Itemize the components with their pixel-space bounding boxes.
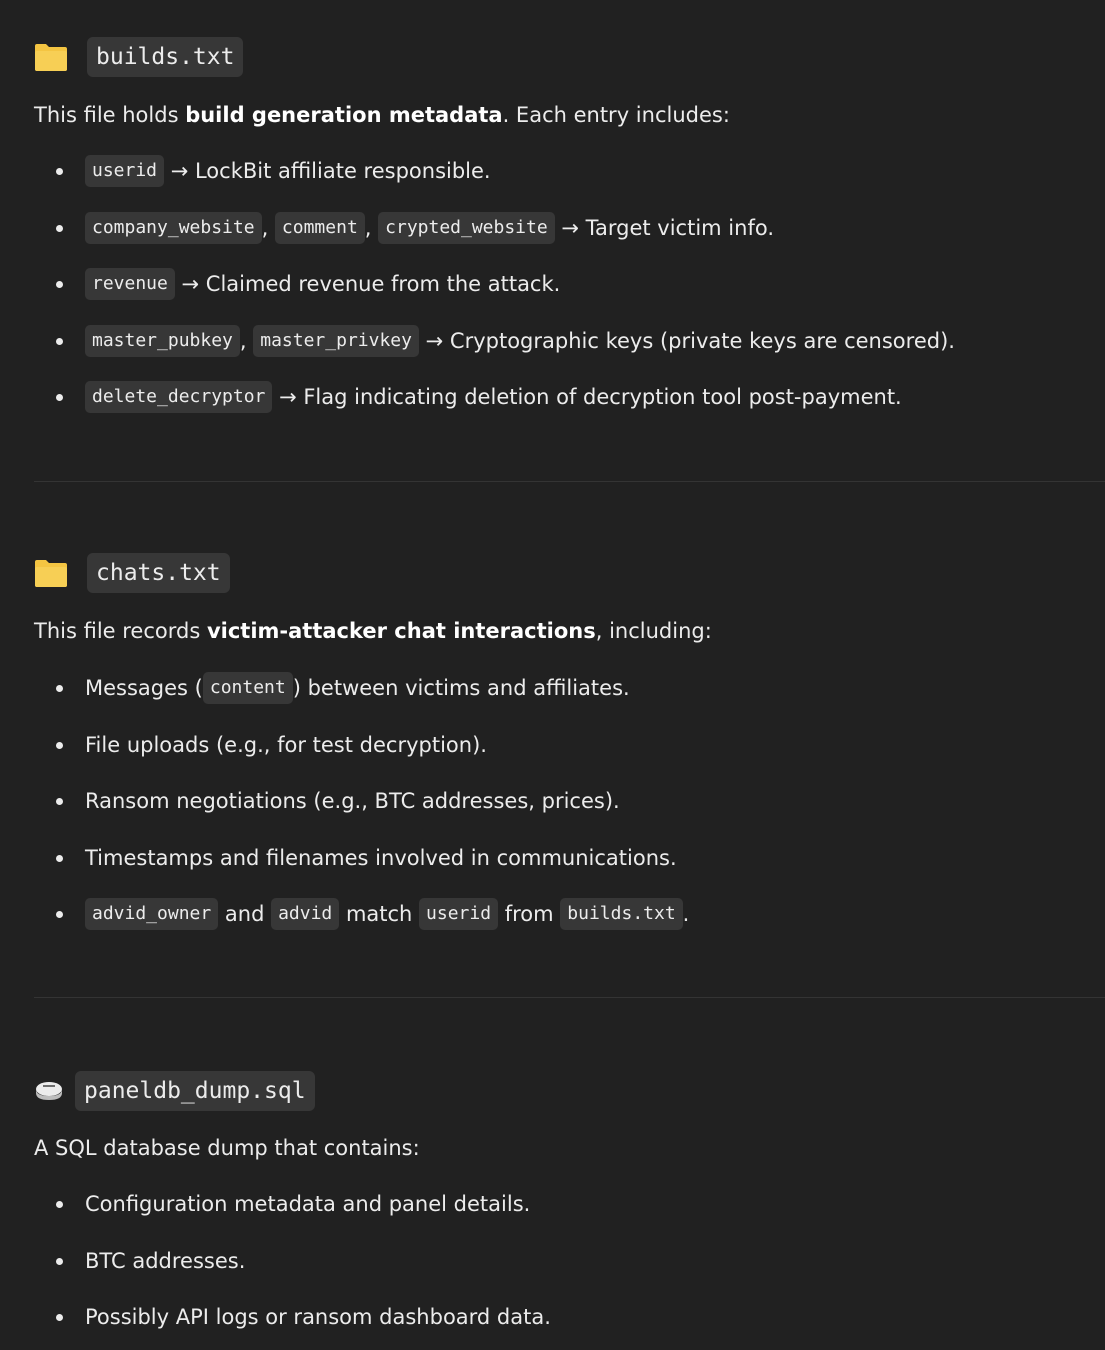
list-item — [34, 1176, 551, 1233]
list-item-text: Ransom negotiations (e.g., BTC addresses, prices). — [85, 789, 620, 814]
bullet — [56, 1201, 63, 1208]
bullet — [56, 338, 63, 345]
inline-code: builds.txt — [560, 898, 682, 930]
bullet — [56, 1258, 63, 1265]
section-paneldb — [34, 1070, 315, 1112]
inline-code: content — [203, 672, 293, 704]
list-item-text: Messages ( — [85, 676, 203, 701]
inline-code: advid — [271, 898, 339, 930]
list-item — [34, 660, 689, 717]
inline-code: revenue — [85, 268, 175, 300]
list-item-text: File uploads (e.g., for test decryption). — [85, 732, 487, 757]
list-item — [34, 1233, 551, 1290]
list-item — [34, 256, 955, 313]
section-builds — [34, 36, 243, 78]
bullet — [56, 742, 63, 749]
file-name: builds.txt — [87, 37, 243, 77]
section-heading — [34, 1070, 315, 1112]
bullet — [56, 855, 63, 862]
section-heading — [34, 36, 243, 78]
inline-code: userid — [85, 155, 164, 187]
chats-feature-list — [34, 660, 689, 943]
intro-text-end: . Each entry includes: — [502, 103, 730, 127]
list-item-text: BTC addresses. — [85, 1248, 246, 1273]
list-item-text: → Target victim info. — [554, 215, 774, 240]
inline-code: company_website — [85, 212, 262, 244]
list-item-text: Configuration metadata and panel details. — [85, 1192, 531, 1217]
inline-code: comment — [275, 212, 365, 244]
builds-field-list — [34, 143, 955, 426]
folder-icon — [34, 557, 70, 589]
section-intro — [34, 616, 712, 646]
database-icon — [34, 1075, 66, 1107]
intro-text: This file holds — [34, 103, 186, 127]
intro-text-end: , including: — [595, 619, 712, 643]
inline-code: userid — [419, 898, 498, 930]
intro-bold: build generation metadata — [185, 103, 503, 127]
list-item-text: and — [218, 902, 272, 927]
section-intro — [34, 100, 730, 130]
inline-code: master_privkey — [253, 325, 419, 357]
bullet — [56, 168, 63, 175]
list-item-text: Possibly API logs or ransom dashboard data. — [85, 1305, 551, 1330]
section-intro: A SQL database dump that contains: — [34, 1136, 420, 1160]
section-divider — [34, 481, 1105, 482]
bullet — [56, 1314, 63, 1321]
file-name: chats.txt — [87, 553, 230, 593]
bullet — [56, 685, 63, 692]
list-item — [34, 1289, 551, 1346]
folder-icon — [34, 41, 70, 73]
bullet — [56, 798, 63, 805]
list-item-text: ) between victims and affiliates. — [292, 676, 630, 701]
list-item-text: from — [498, 902, 561, 927]
list-item-text: → Flag indicating deletion of decryption tool post-payment. — [272, 385, 902, 410]
list-item-text: → Claimed revenue from the attack. — [174, 272, 561, 297]
intro-text: This file records — [34, 619, 207, 643]
inline-code: crypted_website — [378, 212, 555, 244]
list-item-text: Timestamps and filenames involved in communications. — [85, 845, 677, 870]
bullet — [56, 394, 63, 401]
list-item-text: match — [339, 902, 420, 927]
bullet — [56, 281, 63, 288]
list-item-text: → LockBit affiliate responsible. — [164, 159, 491, 184]
list-item — [34, 369, 955, 426]
list-item — [34, 717, 689, 774]
list-item-text: . — [682, 902, 690, 927]
list-item-text: → Cryptographic keys (private keys are censored). — [418, 328, 955, 353]
bullet — [56, 911, 63, 918]
section-divider — [34, 997, 1105, 998]
list-item — [34, 143, 955, 200]
inline-code: advid_owner — [85, 898, 218, 930]
list-item: master_pubkey , master_privkey → Cryptographic keys (private keys are censored). — [34, 313, 955, 370]
list-item: company_website , comment , crypted_website → Target victim info. — [34, 200, 955, 257]
inline-code: master_pubkey — [85, 325, 240, 357]
intro-bold: victim-attacker chat interactions — [206, 619, 596, 643]
list-item — [34, 830, 689, 887]
file-name: paneldb_dump.sql — [75, 1071, 315, 1111]
bullet — [56, 225, 63, 232]
section-heading — [34, 552, 230, 594]
list-item — [34, 773, 689, 830]
section-chats — [34, 552, 230, 594]
inline-code: delete_decryptor — [85, 381, 272, 413]
list-item — [34, 886, 689, 943]
paneldb-content-list — [34, 1176, 551, 1346]
